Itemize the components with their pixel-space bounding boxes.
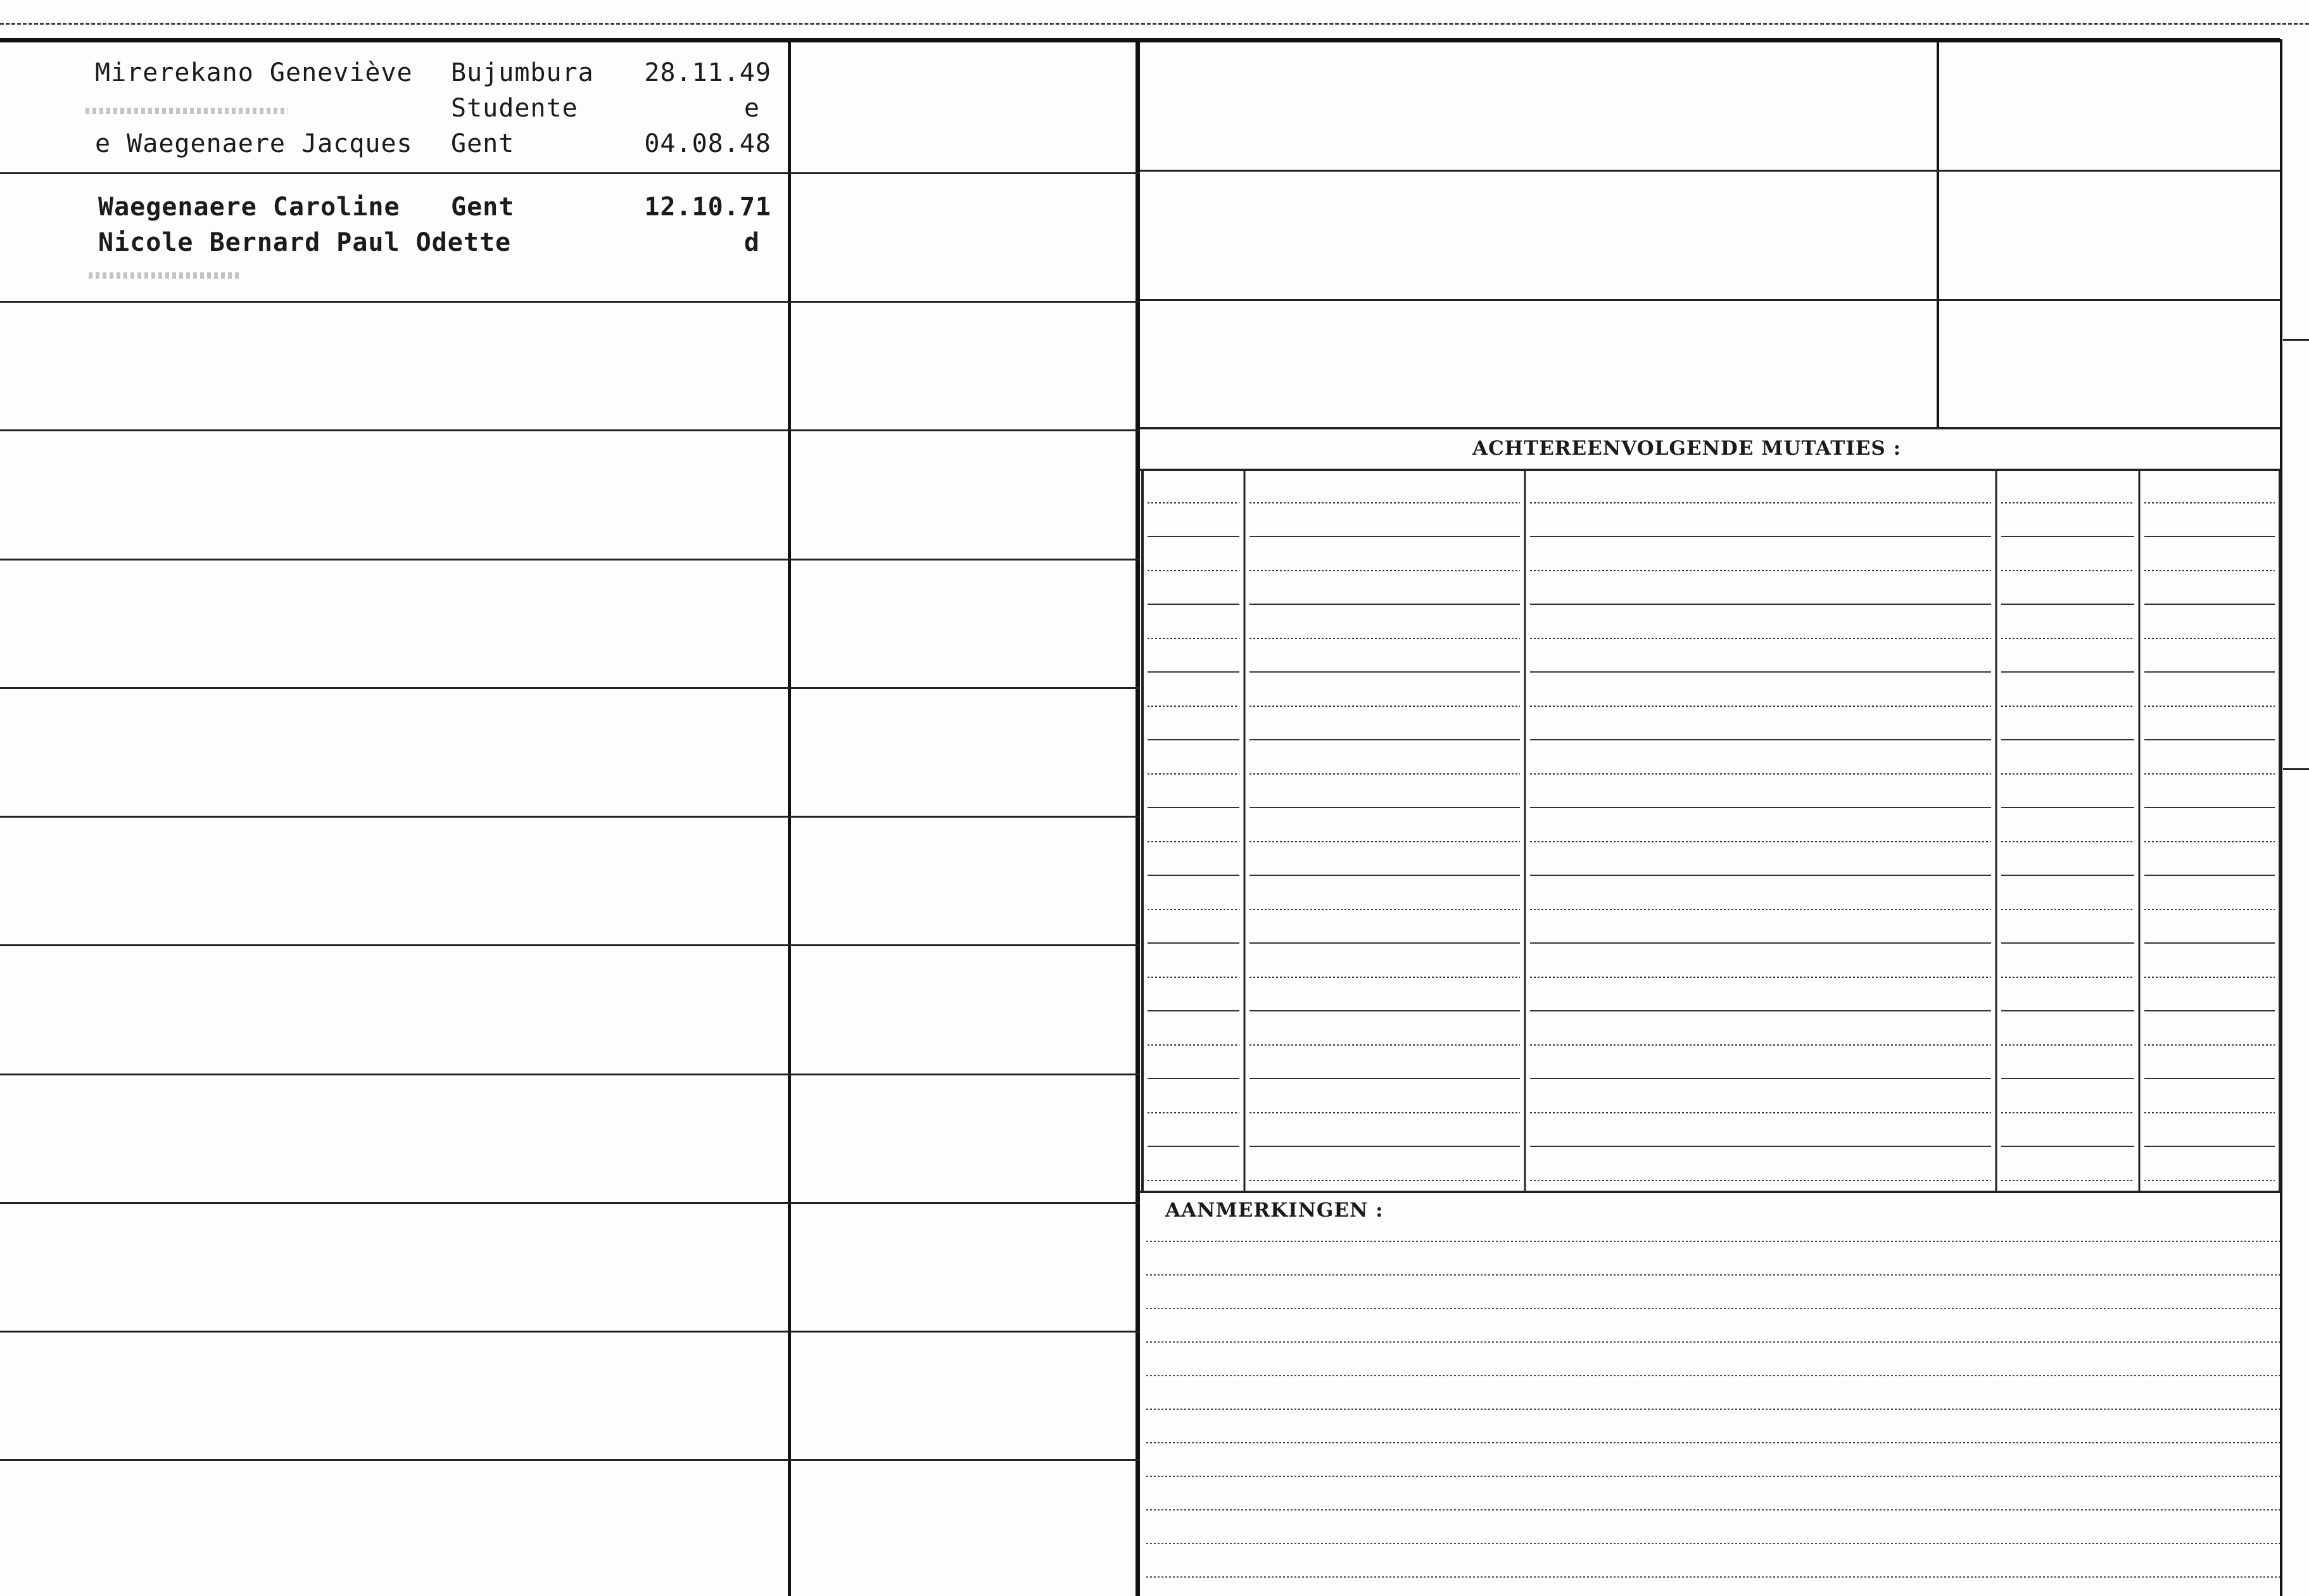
upper-block-line [1140,299,2280,301]
entry-2-name-line-2: Nicole Bernard Paul Odette [98,228,512,257]
margin-tick [2283,339,2309,341]
margin-tick [2283,768,2309,770]
ledger-row-line [0,816,1140,818]
ledger-row-line [0,1074,1140,1075]
entry-1-date-line-2: e [743,94,760,123]
ledger-row-line [0,301,1140,303]
ledger-row-line [0,559,1140,560]
perforated-top-edge [0,23,2309,25]
entry-1-place-line-2: Studente [451,94,578,123]
ledger-row-line [0,1202,1140,1204]
column-divider-3 [1937,39,1939,427]
mutations-section-title: ACHTEREENVOLGENDE MUTATIES : [1472,437,1902,460]
upper-block-line [1140,170,2280,172]
entry-1-place-line-1: Bujumbura [451,58,594,87]
remarks-section-title: AANMERKINGEN : [1165,1199,1384,1222]
erased-text-smudge [85,108,288,114]
column-divider-1 [788,39,791,1596]
upper-block-line [1140,427,2280,429]
mutations-grid [1140,469,2282,1197]
erased-text-smudge [89,272,241,279]
entry-1-name-line-1: Mirerekano Geneviève [95,58,413,87]
ledger-row-line [0,944,1140,946]
entry-2-place-line-1: Gent [451,193,515,222]
column-divider-2 [1136,39,1140,1596]
entry-1-date-line-3: 04.08.48 [644,129,771,158]
entry-1-name-line-2: e Waegenaere Jacques [95,129,413,158]
mutations-table-bottom [1140,1191,2280,1193]
entry-2-date-line-1: 12.10.71 [644,193,771,222]
entry-1-date-line-1: 28.11.49 [644,58,771,87]
entry-2-date-line-2: d [743,228,760,257]
ledger-row-line [0,1459,1140,1461]
ledger-row-line [0,1331,1140,1333]
remarks-lines [1140,1229,2282,1596]
entry-2-name-line-1: Waegenaere Caroline [98,193,400,222]
ledger-row-line [0,172,1140,174]
ledger-row-line [0,687,1140,689]
entry-1-place-line-3: Gent [451,129,515,158]
ledger-row-line [0,429,1140,431]
